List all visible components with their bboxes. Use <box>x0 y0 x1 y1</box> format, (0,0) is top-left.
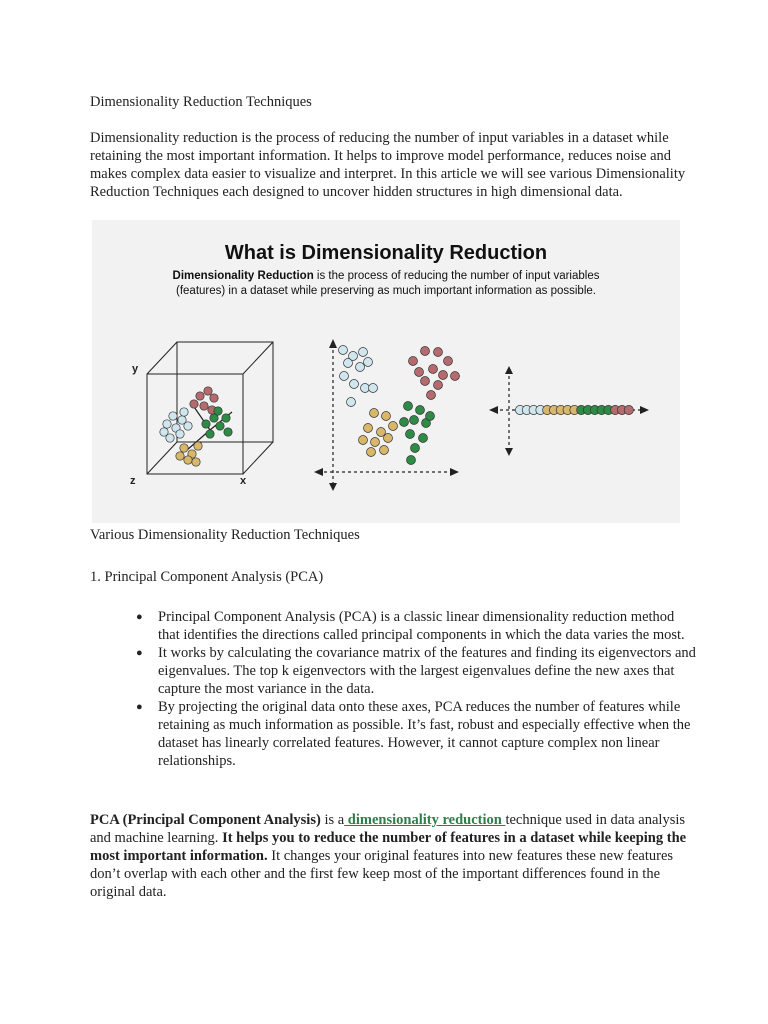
data-point-green <box>406 430 415 439</box>
data-point-yellow <box>382 412 391 421</box>
pca-bullet-list <box>136 608 698 770</box>
data-point-green <box>411 444 420 453</box>
axis-z-label: z <box>130 475 136 487</box>
dimensionality-reduction-figure <box>92 220 680 523</box>
data-point-green <box>419 434 428 443</box>
data-point-green <box>214 407 222 415</box>
data-point-green <box>222 414 230 422</box>
pca-definition-paragraph <box>90 811 690 901</box>
data-point-red <box>427 391 436 400</box>
para-bold-term: PCA (Principal Component Analysis) <box>90 812 321 828</box>
data-point-light-blue <box>340 372 349 381</box>
bullet-text: It works by calculating the covariance matrix of the features and finding its eigenvectors and eigenvalues. The top k eigenvectors with the largest eigenvalues define the new axes that capture the most variance in the data. <box>158 645 696 697</box>
cube-edge <box>147 442 177 474</box>
data-point-red <box>415 368 424 377</box>
pca-heading: 1. Principal Component Analysis (PCA) <box>90 569 324 585</box>
intro-paragraph: Dimensionality reduction is the process of reducing the number of input variables in a dataset while retaining the most important information. It helps to improve model performance, reduces noise and makes complex data easier to visualize and interpret. In this article we will see various Dimensionality Reduction Techniques each designed to uncover hidden structures in high dimensional data. <box>90 130 686 200</box>
data-point-light-blue <box>176 430 184 438</box>
data-point-red <box>451 372 460 381</box>
data-point-green <box>224 428 232 436</box>
data-point-red <box>429 365 438 374</box>
bullet-icon: ● <box>136 647 143 659</box>
data-point-light-blue <box>364 358 373 367</box>
data-point-yellow <box>180 444 188 452</box>
section-title: Various Dimensionality Reduction Techniques <box>90 527 360 543</box>
bullet-text: is a classic linear dimensionality reduction method that identifies the directions called principal components in which the data varies the most. <box>158 609 685 643</box>
data-point-red <box>409 357 418 366</box>
figure-subtitle-bold: Dimensionality Reduction <box>172 270 314 282</box>
data-point-light-blue <box>163 420 171 428</box>
cube-edge <box>147 342 177 374</box>
data-point-red <box>196 392 204 400</box>
data-point-red <box>434 381 443 390</box>
data-point-light-blue <box>339 346 348 355</box>
data-point-yellow <box>364 424 373 433</box>
data-point-green <box>206 430 214 438</box>
data-point-red <box>439 371 448 380</box>
data-point-light-blue <box>359 348 368 357</box>
arrow-left-icon <box>314 468 323 476</box>
cube-point-cloud <box>160 387 232 466</box>
figure-subtitle-rest: is the process of reducing the number of input variables <box>313 270 600 282</box>
data-point-red <box>434 348 443 357</box>
data-point-yellow <box>389 422 398 431</box>
data-point-yellow <box>380 446 389 455</box>
para-text: is a <box>320 812 345 828</box>
projection-point-row <box>515 405 633 414</box>
data-point-light-blue <box>347 398 356 407</box>
arrow-down-icon <box>329 483 337 491</box>
data-point-red <box>421 377 430 386</box>
data-point-yellow <box>367 448 376 457</box>
data-point-light-blue <box>166 434 174 442</box>
data-point-yellow <box>384 434 393 443</box>
bullet-icon: ● <box>136 701 143 713</box>
axis-x-label: x <box>240 475 247 487</box>
figure-illustration <box>92 220 680 523</box>
bullet-lead: Principal Component Analysis (PCA) <box>158 609 377 625</box>
data-point-green <box>216 422 224 430</box>
data-point-yellow <box>359 436 368 445</box>
data-point-light-blue <box>369 384 378 393</box>
data-point-yellow <box>184 456 192 464</box>
dimensionality-reduction-link[interactable]: dimensionality reduction <box>344 812 506 828</box>
data-point-light-blue <box>169 412 177 420</box>
data-point-green <box>407 456 416 465</box>
arrow-up-icon <box>505 366 513 374</box>
data-point-green <box>404 402 413 411</box>
cube-edge <box>243 442 273 474</box>
arrow-right-icon <box>450 468 459 476</box>
scatter-point-cloud <box>339 346 460 465</box>
data-point-red <box>624 405 633 414</box>
data-point-green <box>400 418 409 427</box>
data-point-light-blue <box>184 422 192 430</box>
para-text: It changes your original features into new features these new features don’t overlap with each other and the first few keep most of the important differences found in the original data. <box>90 848 674 900</box>
data-point-red <box>200 402 208 410</box>
axis-y-label: y <box>132 363 139 375</box>
data-point-light-blue <box>344 359 353 368</box>
para-bold-sentence: It helps you to reduce the number of features in a dataset while keeping the most important information. <box>90 830 687 864</box>
data-point-yellow <box>370 409 379 418</box>
para-text: technique used in data analysis and machine learning. <box>90 812 686 846</box>
data-point-green <box>202 420 210 428</box>
data-point-red <box>444 357 453 366</box>
document-heading: Dimensionality Reduction Techniques <box>90 94 312 110</box>
arrow-left-icon <box>489 406 498 414</box>
bullet-text: By projecting the original data onto these axes, PCA reduces the number of features while retaining as much information as possible. It’s fast, robust and especially effective when the dataset has linearly correlated features. However, it cannot capture complex non linear relationships. <box>158 699 691 769</box>
data-point-light-blue <box>361 384 370 393</box>
arrow-right-icon <box>640 406 649 414</box>
data-point-yellow <box>192 458 200 466</box>
cube-edge <box>243 342 273 374</box>
list-item <box>136 698 698 770</box>
data-point-yellow <box>371 438 380 447</box>
figure-subtitle-line2: (features) in a dataset while preserving as much important information as possible. <box>176 285 596 297</box>
data-point-red <box>210 394 218 402</box>
data-point-yellow <box>176 452 184 460</box>
arrow-down-icon <box>505 448 513 456</box>
data-point-red <box>421 347 430 356</box>
data-point-red <box>204 387 212 395</box>
data-point-green <box>416 406 425 415</box>
data-point-green <box>426 412 435 421</box>
data-point-green <box>410 416 419 425</box>
list-item <box>136 644 698 698</box>
data-point-yellow <box>194 442 202 450</box>
data-point-light-blue <box>356 363 365 372</box>
figure-subtitle-line1 <box>173 270 600 282</box>
data-point-light-blue <box>350 380 359 389</box>
list-item <box>136 608 698 644</box>
data-point-red <box>190 400 198 408</box>
arrow-up-icon <box>329 339 337 348</box>
data-point-light-blue <box>180 408 188 416</box>
bullet-icon: ● <box>136 611 143 623</box>
figure-title: What is Dimensionality Reduction <box>224 242 548 264</box>
